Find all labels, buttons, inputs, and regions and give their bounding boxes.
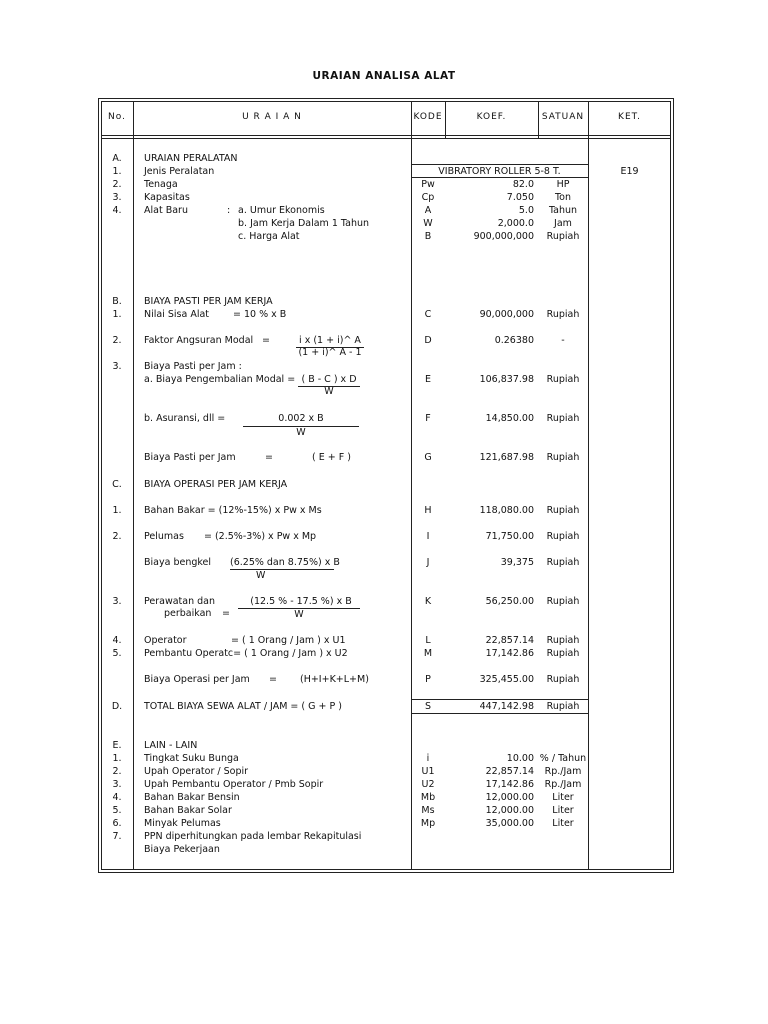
kode: D — [424, 335, 432, 346]
sec-a-title: URAIAN PERALATAN — [144, 153, 238, 164]
koef: 2,000.0 — [497, 218, 534, 229]
perawatan-eq: = — [222, 608, 230, 619]
row-num: 1. — [112, 309, 122, 320]
sec-a-letter: A. — [112, 153, 122, 164]
header-koef: KOEF. — [476, 112, 507, 122]
jenis-value: VIBRATORY ROLLER 5-8 T. — [438, 166, 561, 177]
pengembalian-denominator: W — [324, 386, 334, 397]
kode: W — [423, 218, 433, 229]
pelumas-label: Pelumas — [144, 531, 184, 542]
kode: i — [426, 753, 430, 764]
koef: 118,080.00 — [479, 505, 534, 516]
umur-label: a. Umur Ekonomis — [238, 205, 325, 216]
row-num: 1. — [112, 753, 122, 764]
pembantu-label: Pembantu Operatc= ( 1 Orang / Jam ) x U2 — [144, 648, 348, 659]
kode: U1 — [421, 766, 435, 777]
bengkel-denominator: W — [256, 570, 266, 581]
lain-label: Minyak Pelumas — [144, 818, 221, 829]
koef: 325,455.00 — [479, 674, 534, 685]
satuan: Rupiah — [546, 701, 580, 712]
row-num: 3. — [112, 779, 122, 790]
koef: 22,857.14 — [485, 766, 534, 777]
biaya-operasi-eq: = — [269, 674, 277, 685]
lain-label: Upah Operator / Sopir — [144, 766, 249, 777]
row-num: 2. — [112, 531, 122, 542]
jenis-label: Jenis Peralatan — [144, 166, 215, 177]
kode: G — [424, 452, 432, 463]
colon: : — [227, 205, 231, 216]
satuan: Rupiah — [546, 309, 580, 320]
koef: 14,850.00 — [485, 413, 534, 424]
sec-d-letter: D. — [111, 701, 123, 712]
kode: J — [426, 557, 430, 568]
pelumas-formula: = (2.5%-3%) x Pw x Mp — [204, 531, 317, 542]
tenaga-label: Tenaga — [144, 179, 178, 190]
kode: I — [426, 531, 430, 542]
koef: 56,250.00 — [485, 596, 534, 607]
satuan: Rupiah — [546, 413, 580, 424]
row-num: 2. — [112, 179, 122, 190]
kode: B — [424, 231, 432, 242]
row-num: 3. — [112, 361, 122, 372]
koef: 22,857.14 — [485, 635, 534, 646]
row-num: 2. — [112, 766, 122, 777]
row-line-total-top — [411, 699, 588, 700]
nilai-sisa-label: Nilai Sisa Alat — [144, 309, 210, 320]
perbaikan-label: perbaikan — [164, 608, 212, 619]
page-title: URAIAN ANALISA ALAT — [312, 70, 456, 82]
header-uraian: U R A I A N — [242, 112, 302, 122]
lain-label: Bahan Bakar Solar — [144, 805, 232, 816]
alat-baru-label: Alat Baru — [144, 205, 188, 216]
koef: 0.26380 — [494, 335, 534, 346]
row-num: 5. — [112, 648, 122, 659]
satuan: % / Tahun — [539, 753, 587, 764]
sec-c-letter: C. — [112, 479, 122, 490]
row-num: 1. — [112, 505, 122, 516]
satuan: Rp./Jam — [544, 779, 582, 790]
kode: M — [423, 648, 433, 659]
perawatan-numerator: (12.5 % - 17.5 %) x B — [250, 596, 352, 607]
kode: H — [424, 505, 432, 516]
fraction-line — [230, 569, 334, 570]
kode: P — [425, 674, 431, 685]
faktor-numerator: i x (1 + i)^ A — [299, 335, 361, 346]
row-num: 4. — [112, 635, 122, 646]
biaya-operasi-formula: (H+I+K+L+M) — [300, 674, 369, 685]
koef: 10.00 — [506, 753, 534, 764]
header-ket: KET. — [618, 112, 641, 122]
lain-label: PPN diperhitungkan pada lembar Rekapitulasi — [144, 831, 362, 842]
asuransi-label: b. Asuransi, dll = — [144, 413, 226, 424]
sec-e-title: LAIN - LAIN — [144, 740, 198, 751]
koef: 900,000,000 — [473, 231, 534, 242]
header-kode: KODE — [413, 112, 443, 122]
satuan: Rupiah — [546, 231, 580, 242]
koef: 12,000.00 — [485, 805, 534, 816]
kode: Pw — [421, 179, 435, 190]
ket-value: E19 — [620, 166, 639, 177]
asuransi-denominator: W — [296, 427, 306, 438]
row-num: 4. — [112, 205, 122, 216]
satuan: Tahun — [548, 205, 578, 216]
sec-b-title: BIAYA PASTI PER JAM KERJA — [144, 296, 273, 307]
koef: 12,000.00 — [485, 792, 534, 803]
biaya-operasi-label: Biaya Operasi per Jam — [144, 674, 250, 685]
koef: 121,687.98 — [479, 452, 534, 463]
kode: Mb — [420, 792, 436, 803]
satuan: Rupiah — [546, 635, 580, 646]
kode: A — [424, 205, 432, 216]
header-divider — [101, 135, 671, 136]
kode: F — [425, 413, 431, 424]
satuan: Jam — [554, 218, 572, 229]
satuan: HP — [556, 179, 570, 190]
faktor-denominator: (1 + i)^ A - 1 — [298, 347, 362, 358]
row-num: 4. — [112, 792, 122, 803]
koef: 7.050 — [506, 192, 534, 203]
bengkel-label: Biaya bengkel — [144, 557, 212, 568]
row-num: 1. — [112, 166, 122, 177]
koef: 90,000,000 — [479, 309, 534, 320]
bengkel-numerator: (6.25% dan 8.75%) x B — [230, 557, 340, 568]
satuan: - — [561, 335, 565, 346]
koef: 5.0 — [518, 205, 534, 216]
biaya-pekerjaan-label: Biaya Pekerjaan — [144, 844, 220, 855]
satuan: Rp./Jam — [544, 766, 582, 777]
kapasitas-label: Kapasitas — [144, 192, 190, 203]
operator-label: Operator — [144, 635, 187, 646]
row-num: 6. — [112, 818, 122, 829]
row-num: 2. — [112, 335, 122, 346]
biaya-pasti-label: Biaya Pasti per Jam : — [144, 361, 242, 372]
satuan: Ton — [554, 192, 572, 203]
satuan: Liter — [552, 818, 574, 829]
harga-label: c. Harga Alat — [238, 231, 300, 242]
satuan: Liter — [552, 792, 574, 803]
kode: Mp — [420, 818, 436, 829]
satuan: Rupiah — [546, 505, 580, 516]
satuan: Rupiah — [546, 596, 580, 607]
bahan-bakar-label: Bahan Bakar = (12%-15%) x Pw x Ms — [144, 505, 322, 516]
faktor-label: Faktor Angsuran Modal — [144, 335, 254, 346]
koef: 71,750.00 — [485, 531, 534, 542]
asuransi-numerator: 0.002 x B — [278, 413, 324, 424]
header-no: No. — [108, 112, 126, 122]
sec-b-letter: B. — [112, 296, 122, 307]
header-satuan: SATUAN — [541, 112, 585, 122]
kode: K — [424, 596, 432, 607]
perawatan-denominator: W — [294, 609, 304, 620]
satuan: Liter — [552, 805, 574, 816]
row-num: 5. — [112, 805, 122, 816]
lain-label: Bahan Bakar Bensin — [144, 792, 240, 803]
satuan: Rupiah — [546, 648, 580, 659]
total-pasti-formula: ( E + F ) — [312, 452, 351, 463]
kode: Cp — [421, 192, 435, 203]
satuan: Rupiah — [546, 674, 580, 685]
pengembalian-numerator: ( B - C ) x D — [301, 374, 357, 385]
pengembalian-label: a. Biaya Pengembalian Modal = — [144, 374, 296, 385]
koef: 39,375 — [500, 557, 534, 568]
operator-formula: = ( 1 Orang / Jam ) x U1 — [231, 635, 346, 646]
row-num: 7. — [112, 831, 122, 842]
sec-e-letter: E. — [112, 740, 122, 751]
kode: Ms — [421, 805, 435, 816]
kode: U2 — [421, 779, 435, 790]
satuan: Rupiah — [546, 531, 580, 542]
satuan: Rupiah — [546, 557, 580, 568]
kode: C — [424, 309, 432, 320]
row-num: 3. — [112, 192, 122, 203]
lain-label: Tingkat Suku Bunga — [144, 753, 239, 764]
col-line-satuan — [588, 101, 589, 870]
koef: 82.0 — [512, 179, 534, 190]
jam-kerja-label: b. Jam Kerja Dalam 1 Tahun — [238, 218, 370, 229]
satuan: Rupiah — [546, 374, 580, 385]
nilai-sisa-formula: = 10 % x B — [233, 309, 287, 320]
row-num: 3. — [112, 596, 122, 607]
perawatan-label: Perawatan dan — [144, 596, 216, 607]
koef: 447,142.98 — [479, 701, 534, 712]
faktor-eq: = — [262, 335, 270, 346]
sec-c-title: BIAYA OPERASI PER JAM KERJA — [144, 479, 288, 490]
col-line-no — [133, 101, 134, 870]
koef: 17,142.86 — [485, 648, 534, 659]
lain-label: Upah Pembantu Operator / Pmb Sopir — [144, 779, 324, 790]
satuan: Rupiah — [546, 452, 580, 463]
koef: 35,000.00 — [485, 818, 534, 829]
total-pasti-eq: = — [265, 452, 273, 463]
row-line-jenis — [411, 164, 588, 165]
kode: S — [424, 701, 432, 712]
koef: 17,142.86 — [485, 779, 534, 790]
total-sewa-label: TOTAL BIAYA SEWA ALAT / JAM = ( G + P ) — [144, 701, 342, 712]
row-line-total-bottom — [411, 713, 588, 714]
total-pasti-label: Biaya Pasti per Jam — [144, 452, 236, 463]
kode: L — [425, 635, 431, 646]
kode: E — [424, 374, 431, 385]
koef: 106,837.98 — [479, 374, 534, 385]
header-divider-2 — [101, 138, 671, 139]
